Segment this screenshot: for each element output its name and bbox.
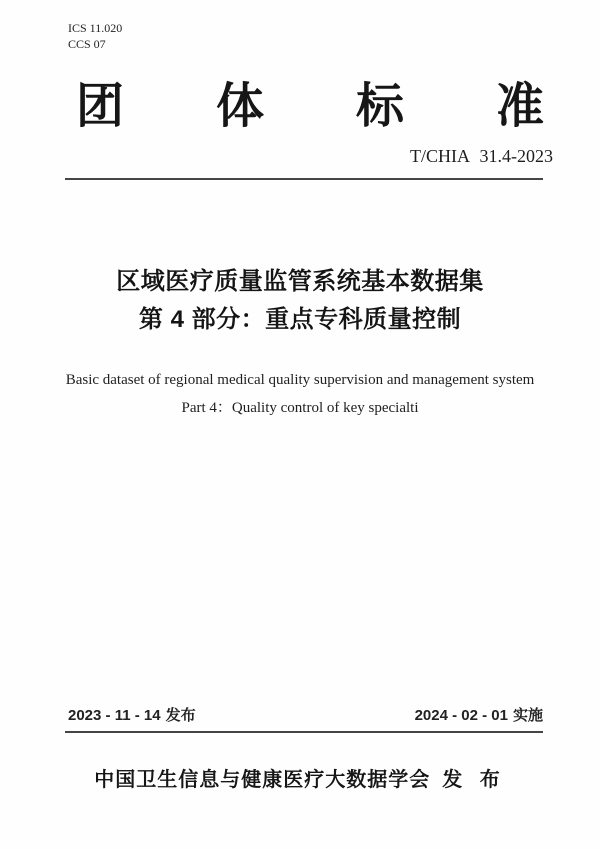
publisher-row — [0, 763, 600, 792]
implement-date-item — [415, 704, 543, 725]
publish-label: 发 布 — [442, 769, 506, 791]
header-rule — [65, 178, 543, 180]
issue-date: 2023 - 11 - 14 — [68, 707, 161, 724]
standard-number: T/CHIA 31.4-2023 — [410, 146, 553, 166]
implement-date: 2024 - 02 - 01 — [414, 707, 508, 724]
document-title-en — [0, 366, 600, 422]
document-title-zh-line2: 第 4 部分：重点专科质量控制 — [138, 306, 462, 333]
document-title-en-line1: Basic dataset of regional medical quality supervision and management system — [65, 372, 535, 388]
ccs-code: CCS 07 — [68, 37, 106, 51]
publisher-name: 中国卫生信息与健康医疗大数据学会 — [94, 769, 431, 791]
dates-row — [68, 704, 543, 725]
masthead-char-3: 标 — [355, 80, 404, 133]
classification-codes — [68, 20, 122, 52]
masthead-title — [76, 82, 544, 132]
document-title-zh — [0, 263, 600, 339]
masthead-char-1: 团 — [76, 80, 125, 133]
masthead-char-2: 体 — [215, 80, 264, 133]
ics-code: ICS 11.020 — [68, 21, 123, 35]
document-title-zh-line1: 区域医疗质量监管系统基本数据集 — [116, 268, 484, 295]
issue-date-item — [68, 704, 196, 725]
implement-date-label: 实施 — [512, 707, 543, 724]
document-title-en-line2: Part 4：Quality control of key specialti — [181, 400, 419, 416]
masthead-char-4: 准 — [495, 80, 544, 133]
issue-date-label: 发布 — [165, 707, 196, 724]
footer-rule — [65, 731, 543, 733]
